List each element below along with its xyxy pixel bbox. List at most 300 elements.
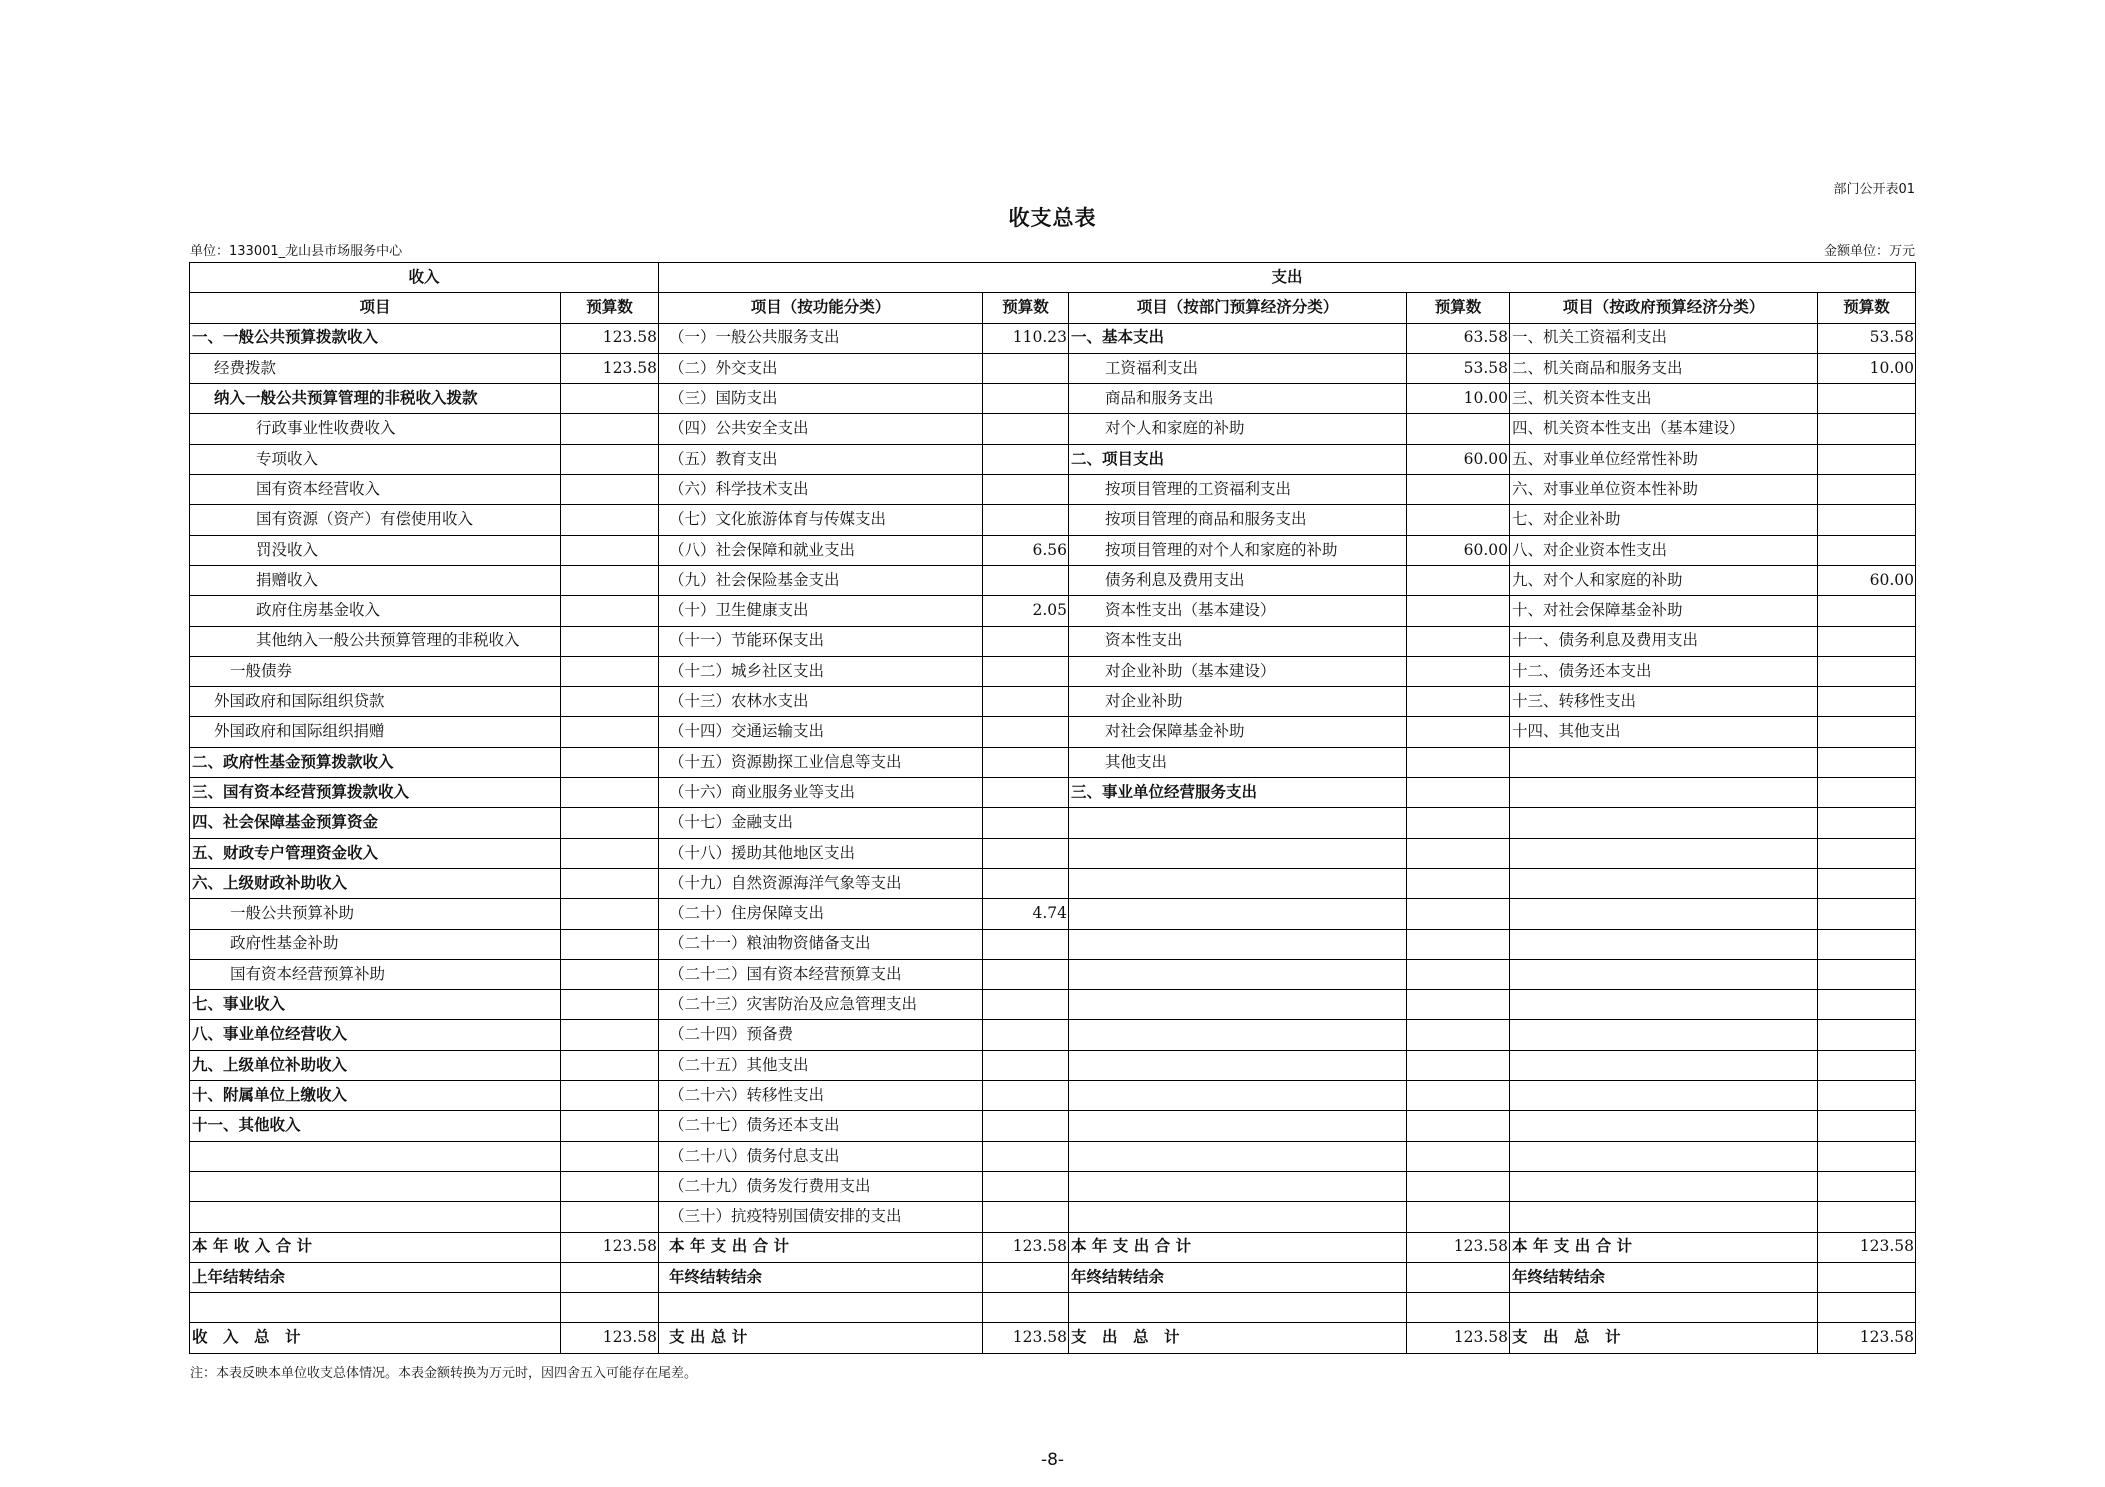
budget-amount-cell xyxy=(983,717,1069,747)
budget-amount-cell xyxy=(1407,565,1510,595)
budget-amount-cell xyxy=(561,1171,659,1201)
budget-amount-cell xyxy=(1818,384,1916,414)
budget-amount-cell xyxy=(1818,596,1916,626)
item-name-cell: （十四）交通运输支出 xyxy=(659,717,983,747)
budget-amount-cell xyxy=(1407,1020,1510,1050)
item-name-cell xyxy=(1069,959,1407,989)
item-name-cell: （十五）资源勘探工业信息等支出 xyxy=(659,747,983,777)
budget-amount-cell xyxy=(983,1081,1069,1111)
budget-amount-cell xyxy=(983,414,1069,444)
table-row xyxy=(190,596,1916,626)
item-name-cell: 本 年 收 入 合 计 xyxy=(190,1232,561,1262)
item-name-cell xyxy=(1069,1111,1407,1141)
item-name-cell: 经费拨款 xyxy=(190,353,561,383)
budget-amount-cell: 123.58 xyxy=(983,1323,1069,1353)
item-name-cell: （十六）商业服务业等支出 xyxy=(659,778,983,808)
item-name-cell: 五、财政专户管理资金收入 xyxy=(190,838,561,868)
budget-amount-cell xyxy=(561,687,659,717)
table-row xyxy=(190,1111,1916,1141)
item-name-cell xyxy=(1510,1111,1818,1141)
item-name-cell: 纳入一般公共预算管理的非税收入拨款 xyxy=(190,384,561,414)
budget-amount-cell xyxy=(561,505,659,535)
item-name-cell: 年终结转结余 xyxy=(1069,1262,1407,1292)
budget-amount-cell xyxy=(1407,747,1510,777)
table-row xyxy=(190,1050,1916,1080)
item-name-cell xyxy=(1510,990,1818,1020)
budget-amount-cell xyxy=(1407,1141,1510,1171)
budget-amount-cell xyxy=(1818,535,1916,565)
budget-amount-cell xyxy=(1818,808,1916,838)
budget-amount-cell xyxy=(1407,656,1510,686)
budget-amount-cell xyxy=(561,868,659,898)
item-name-cell xyxy=(659,1293,983,1323)
budget-amount-cell: 123.58 xyxy=(1407,1232,1510,1262)
item-name-cell xyxy=(1510,1050,1818,1080)
budget-amount-cell: 60.00 xyxy=(1407,444,1510,474)
budget-amount-cell xyxy=(1407,838,1510,868)
item-name-cell xyxy=(1510,838,1818,868)
item-name-cell: 捐赠收入 xyxy=(190,565,561,595)
footnote: 注：本表反映本单位收支总体情况。本表金额转换为万元时，因四舍五入可能存在尾差。 xyxy=(190,1366,698,1381)
item-name-cell xyxy=(1069,838,1407,868)
item-name-cell: （三十）抗疫特别国债安排的支出 xyxy=(659,1202,983,1232)
item-name-cell: （十九）自然资源海洋气象等支出 xyxy=(659,868,983,898)
item-name-cell: 外国政府和国际组织贷款 xyxy=(190,687,561,717)
budget-amount-cell xyxy=(561,1081,659,1111)
item-name-cell xyxy=(190,1293,561,1323)
item-name-cell: 按项目管理的对个人和家庭的补助 xyxy=(1069,535,1407,565)
budget-amount-cell xyxy=(983,1141,1069,1171)
item-name-cell: （二十六）转移性支出 xyxy=(659,1081,983,1111)
budget-amount-cell xyxy=(1407,1262,1510,1292)
budget-amount-cell xyxy=(561,656,659,686)
item-name-cell: 按项目管理的工资福利支出 xyxy=(1069,475,1407,505)
budget-amount-cell xyxy=(561,838,659,868)
budget-amount-cell xyxy=(983,475,1069,505)
item-name-cell: （二十七）债务还本支出 xyxy=(659,1111,983,1141)
table-row xyxy=(190,990,1916,1020)
item-name-cell: 对企业补助（基本建设） xyxy=(1069,656,1407,686)
item-name-cell: （三）国防支出 xyxy=(659,384,983,414)
unit-label: 单位：133001_龙山县市场服务中心 xyxy=(190,244,403,259)
item-name-cell xyxy=(1069,990,1407,1020)
budget-amount-cell xyxy=(1818,505,1916,535)
item-name-cell: 本 年 支 出 合 计 xyxy=(1069,1232,1407,1262)
budget-amount-cell xyxy=(561,414,659,444)
budget-amount-cell xyxy=(561,808,659,838)
budget-amount-cell xyxy=(1818,1081,1916,1111)
item-name-cell: 五、对事业单位经常性补助 xyxy=(1510,444,1818,474)
item-name-cell xyxy=(1069,1171,1407,1201)
budget-amount-cell xyxy=(1818,778,1916,808)
budget-amount-cell xyxy=(1818,747,1916,777)
item-name-cell xyxy=(1510,1141,1818,1171)
budget-amount-cell xyxy=(983,747,1069,777)
budget-amount-cell xyxy=(561,626,659,656)
budget-amount-cell xyxy=(1407,1111,1510,1141)
budget-amount-cell xyxy=(561,899,659,929)
budget-amount-cell xyxy=(983,838,1069,868)
item-name-cell: 对企业补助 xyxy=(1069,687,1407,717)
table-row xyxy=(190,1202,1916,1232)
item-name-cell: 其他纳入一般公共预算管理的非税收入 xyxy=(190,626,561,656)
item-name-cell: （八）社会保障和就业支出 xyxy=(659,535,983,565)
budget-amount-cell xyxy=(1818,717,1916,747)
item-name-cell: 政府性基金补助 xyxy=(190,929,561,959)
item-name-cell: （四）公共安全支出 xyxy=(659,414,983,444)
budget-amount-cell xyxy=(561,1141,659,1171)
budget-amount-cell xyxy=(1407,959,1510,989)
item-name-cell xyxy=(1069,1202,1407,1232)
table-row xyxy=(190,1232,1916,1262)
item-name-cell: 资本性支出（基本建设） xyxy=(1069,596,1407,626)
budget-amount-cell xyxy=(1818,1262,1916,1292)
item-name-cell: 年终结转结余 xyxy=(1510,1262,1818,1292)
item-name-cell: 三、国有资本经营预算拨款收入 xyxy=(190,778,561,808)
budget-amount-cell: 60.00 xyxy=(1407,535,1510,565)
item-name-cell xyxy=(1069,1081,1407,1111)
budget-summary-table xyxy=(189,262,1916,1354)
budget-amount-cell xyxy=(1818,990,1916,1020)
item-name-cell: 债务利息及费用支出 xyxy=(1069,565,1407,595)
item-name-cell: 资本性支出 xyxy=(1069,626,1407,656)
table-row xyxy=(190,687,1916,717)
budget-amount-cell: 123.58 xyxy=(1818,1232,1916,1262)
budget-amount-cell xyxy=(561,565,659,595)
item-name-cell xyxy=(1510,899,1818,929)
budget-amount-cell xyxy=(561,1020,659,1050)
item-name-cell: 十一、债务利息及费用支出 xyxy=(1510,626,1818,656)
budget-amount-cell xyxy=(561,778,659,808)
budget-amount-cell xyxy=(561,717,659,747)
budget-amount-cell xyxy=(1818,1293,1916,1323)
table-row xyxy=(190,899,1916,929)
item-name-cell: 七、事业收入 xyxy=(190,990,561,1020)
item-name-cell xyxy=(190,1141,561,1171)
item-name-cell: 一、基本支出 xyxy=(1069,323,1407,353)
table-row xyxy=(190,778,1916,808)
table-row xyxy=(190,1323,1916,1353)
budget-amount-cell xyxy=(1407,899,1510,929)
item-name-cell: （二十四）预备费 xyxy=(659,1020,983,1050)
column-header: 项目（按功能分类） xyxy=(659,293,983,323)
budget-amount-cell xyxy=(561,384,659,414)
item-name-cell: 一般公共预算补助 xyxy=(190,899,561,929)
budget-amount-cell xyxy=(1407,596,1510,626)
item-name-cell: （二十一）粮油物资储备支出 xyxy=(659,929,983,959)
budget-amount-cell xyxy=(1818,656,1916,686)
item-name-cell xyxy=(1069,1293,1407,1323)
budget-amount-cell xyxy=(983,990,1069,1020)
budget-amount-cell: 60.00 xyxy=(1818,565,1916,595)
table-row xyxy=(190,565,1916,595)
item-name-cell xyxy=(190,1202,561,1232)
item-name-cell: （二）外交支出 xyxy=(659,353,983,383)
budget-amount-cell: 53.58 xyxy=(1818,323,1916,353)
item-name-cell: 十、附属单位上缴收入 xyxy=(190,1081,561,1111)
item-name-cell: 国有资本经营收入 xyxy=(190,475,561,505)
item-name-cell: 一、机关工资福利支出 xyxy=(1510,323,1818,353)
budget-amount-cell xyxy=(1407,1081,1510,1111)
table-row xyxy=(190,626,1916,656)
item-name-cell: 八、对企业资本性支出 xyxy=(1510,535,1818,565)
budget-amount-cell xyxy=(983,505,1069,535)
item-name-cell xyxy=(1510,747,1818,777)
budget-amount-cell xyxy=(1407,990,1510,1020)
column-header: 预算数 xyxy=(561,293,659,323)
budget-amount-cell xyxy=(983,565,1069,595)
item-name-cell: 十三、转移性支出 xyxy=(1510,687,1818,717)
column-header: 项目（按政府预算经济分类） xyxy=(1510,293,1818,323)
budget-amount-cell xyxy=(561,596,659,626)
item-name-cell xyxy=(1069,868,1407,898)
form-number: 部门公开表01 xyxy=(1833,182,1915,197)
item-name-cell xyxy=(1510,1020,1818,1050)
budget-amount-cell xyxy=(561,1111,659,1141)
item-name-cell: 一般债券 xyxy=(190,656,561,686)
item-name-cell: 支 出 总 计 xyxy=(659,1323,983,1353)
budget-amount-cell xyxy=(983,1262,1069,1292)
item-name-cell: （七）文化旅游体育与传媒支出 xyxy=(659,505,983,535)
item-name-cell: 本 年 支 出 合 计 xyxy=(659,1232,983,1262)
item-name-cell xyxy=(1510,929,1818,959)
budget-amount-cell xyxy=(561,1293,659,1323)
column-header: 项目 xyxy=(190,293,561,323)
item-name-cell: 对社会保障基金补助 xyxy=(1069,717,1407,747)
item-name-cell: 按项目管理的商品和服务支出 xyxy=(1069,505,1407,535)
item-name-cell xyxy=(1510,868,1818,898)
budget-amount-cell: 4.74 xyxy=(983,899,1069,929)
item-name-cell: （二十九）债务发行费用支出 xyxy=(659,1171,983,1201)
table-row xyxy=(190,1293,1916,1323)
budget-amount-cell xyxy=(1407,475,1510,505)
item-name-cell: 二、机关商品和服务支出 xyxy=(1510,353,1818,383)
item-name-cell xyxy=(1069,808,1407,838)
item-name-cell: 年终结转结余 xyxy=(659,1262,983,1292)
budget-amount-cell: 10.00 xyxy=(1818,353,1916,383)
table-row xyxy=(190,1081,1916,1111)
item-name-cell: 十一、其他收入 xyxy=(190,1111,561,1141)
column-header: 预算数 xyxy=(983,293,1069,323)
item-name-cell: 九、对个人和家庭的补助 xyxy=(1510,565,1818,595)
item-name-cell: 商品和服务支出 xyxy=(1069,384,1407,414)
budget-amount-cell xyxy=(983,353,1069,383)
item-name-cell: 支 出 总 计 xyxy=(1510,1323,1818,1353)
budget-amount-cell xyxy=(1407,1171,1510,1201)
table-row xyxy=(190,868,1916,898)
item-name-cell: 上年结转结余 xyxy=(190,1262,561,1292)
table-column-header xyxy=(190,293,1916,323)
budget-amount-cell xyxy=(561,990,659,1020)
budget-amount-cell xyxy=(983,656,1069,686)
budget-amount-cell xyxy=(561,959,659,989)
item-name-cell: （十）卫生健康支出 xyxy=(659,596,983,626)
item-name-cell: 三、事业单位经营服务支出 xyxy=(1069,778,1407,808)
budget-amount-cell xyxy=(1818,1171,1916,1201)
budget-amount-cell: 10.00 xyxy=(1407,384,1510,414)
item-name-cell: 六、对事业单位资本性补助 xyxy=(1510,475,1818,505)
item-name-cell: 工资福利支出 xyxy=(1069,353,1407,383)
item-name-cell: 外国政府和国际组织捐赠 xyxy=(190,717,561,747)
budget-amount-cell xyxy=(1818,1202,1916,1232)
item-name-cell: （六）科学技术支出 xyxy=(659,475,983,505)
item-name-cell xyxy=(1510,959,1818,989)
item-name-cell: 四、机关资本性支出（基本建设） xyxy=(1510,414,1818,444)
table-row xyxy=(190,747,1916,777)
budget-amount-cell xyxy=(1818,1050,1916,1080)
item-name-cell: 十四、其他支出 xyxy=(1510,717,1818,747)
budget-amount-cell: 123.58 xyxy=(561,1323,659,1353)
budget-amount-cell xyxy=(561,1262,659,1292)
budget-amount-cell: 63.58 xyxy=(1407,323,1510,353)
budget-amount-cell xyxy=(561,535,659,565)
budget-amount-cell: 123.58 xyxy=(1407,1323,1510,1353)
item-name-cell: （十三）农林水支出 xyxy=(659,687,983,717)
item-name-cell xyxy=(1510,1293,1818,1323)
item-name-cell xyxy=(1069,1141,1407,1171)
table-row xyxy=(190,1171,1916,1201)
item-name-cell: 一、一般公共预算拨款收入 xyxy=(190,323,561,353)
item-name-cell: 九、上级单位补助收入 xyxy=(190,1050,561,1080)
item-name-cell: （十八）援助其他地区支出 xyxy=(659,838,983,868)
expense-group-header: 支出 xyxy=(659,263,1916,293)
item-name-cell xyxy=(1510,778,1818,808)
budget-amount-cell xyxy=(1818,1111,1916,1141)
budget-amount-cell: 6.56 xyxy=(983,535,1069,565)
table-row xyxy=(190,1262,1916,1292)
table-row xyxy=(190,353,1916,383)
budget-amount-cell xyxy=(983,1111,1069,1141)
budget-amount-cell xyxy=(983,687,1069,717)
item-name-cell: （十一）节能环保支出 xyxy=(659,626,983,656)
item-name-cell: 国有资源（资产）有偿使用收入 xyxy=(190,505,561,535)
item-name-cell: 罚没收入 xyxy=(190,535,561,565)
budget-amount-cell xyxy=(983,1171,1069,1201)
budget-amount-cell: 123.58 xyxy=(1818,1323,1916,1353)
budget-amount-cell xyxy=(983,1202,1069,1232)
budget-amount-cell xyxy=(1818,868,1916,898)
item-name-cell xyxy=(1510,1202,1818,1232)
budget-amount-cell xyxy=(1407,626,1510,656)
item-name-cell xyxy=(1069,1050,1407,1080)
item-name-cell: 政府住房基金收入 xyxy=(190,596,561,626)
item-name-cell: （十二）城乡社区支出 xyxy=(659,656,983,686)
budget-amount-cell xyxy=(983,929,1069,959)
item-name-cell: 十二、债务还本支出 xyxy=(1510,656,1818,686)
item-name-cell xyxy=(1510,808,1818,838)
item-name-cell: （二十五）其他支出 xyxy=(659,1050,983,1080)
budget-amount-cell xyxy=(1818,1141,1916,1171)
table-row xyxy=(190,475,1916,505)
item-name-cell xyxy=(1069,1020,1407,1050)
budget-amount-cell xyxy=(1407,687,1510,717)
item-name-cell: 对个人和家庭的补助 xyxy=(1069,414,1407,444)
budget-amount-cell xyxy=(983,1293,1069,1323)
column-header: 预算数 xyxy=(1407,293,1510,323)
table-row xyxy=(190,414,1916,444)
page-title: 收支总表 xyxy=(1008,206,1097,230)
budget-amount-cell xyxy=(1818,838,1916,868)
table-row xyxy=(190,323,1916,353)
table-row xyxy=(190,929,1916,959)
item-name-cell: （一）一般公共服务支出 xyxy=(659,323,983,353)
table-row xyxy=(190,656,1916,686)
budget-amount-cell xyxy=(1407,1050,1510,1080)
budget-amount-cell xyxy=(983,444,1069,474)
budget-amount-cell xyxy=(983,384,1069,414)
item-name-cell xyxy=(1069,929,1407,959)
budget-amount-cell xyxy=(1407,778,1510,808)
item-name-cell: （二十）住房保障支出 xyxy=(659,899,983,929)
budget-amount-cell xyxy=(1818,687,1916,717)
budget-amount-cell xyxy=(983,1050,1069,1080)
item-name-cell: 七、对企业补助 xyxy=(1510,505,1818,535)
item-name-cell: （二十八）债务付息支出 xyxy=(659,1141,983,1171)
budget-amount-cell xyxy=(983,959,1069,989)
table-row xyxy=(190,535,1916,565)
item-name-cell: 其他支出 xyxy=(1069,747,1407,777)
table-row xyxy=(190,1020,1916,1050)
budget-amount-cell: 123.58 xyxy=(561,323,659,353)
item-name-cell: 六、上级财政补助收入 xyxy=(190,868,561,898)
budget-amount-cell: 123.58 xyxy=(561,353,659,383)
item-name-cell: （十七）金融支出 xyxy=(659,808,983,838)
budget-amount-cell xyxy=(1407,717,1510,747)
table-row xyxy=(190,717,1916,747)
budget-amount-cell xyxy=(561,1202,659,1232)
budget-amount-cell xyxy=(561,929,659,959)
table-row xyxy=(190,838,1916,868)
table-row xyxy=(190,959,1916,989)
item-name-cell: 本 年 支 出 合 计 xyxy=(1510,1232,1818,1262)
budget-amount-cell xyxy=(1818,899,1916,929)
budget-amount-cell xyxy=(561,747,659,777)
budget-amount-cell xyxy=(983,808,1069,838)
budget-amount-cell: 123.58 xyxy=(983,1232,1069,1262)
item-name-cell: 支 出 总 计 xyxy=(1069,1323,1407,1353)
budget-amount-cell xyxy=(1818,414,1916,444)
budget-amount-cell xyxy=(983,778,1069,808)
budget-amount-cell xyxy=(1407,414,1510,444)
column-header: 预算数 xyxy=(1818,293,1916,323)
table-row xyxy=(190,444,1916,474)
budget-amount-cell xyxy=(1818,1020,1916,1050)
budget-amount-cell xyxy=(983,626,1069,656)
budget-amount-cell xyxy=(983,1020,1069,1050)
table-row xyxy=(190,384,1916,414)
item-name-cell: 行政事业性收费收入 xyxy=(190,414,561,444)
item-name-cell xyxy=(1510,1171,1818,1201)
item-name-cell: 收 入 总 计 xyxy=(190,1323,561,1353)
budget-amount-cell xyxy=(1407,1202,1510,1232)
budget-amount-cell xyxy=(561,444,659,474)
item-name-cell: 专项收入 xyxy=(190,444,561,474)
budget-amount-cell xyxy=(561,1050,659,1080)
item-name-cell: （九）社会保险基金支出 xyxy=(659,565,983,595)
table-row xyxy=(190,808,1916,838)
item-name-cell: 二、政府性基金预算拨款收入 xyxy=(190,747,561,777)
budget-amount-cell xyxy=(561,475,659,505)
item-name-cell: 二、项目支出 xyxy=(1069,444,1407,474)
item-name-cell: 三、机关资本性支出 xyxy=(1510,384,1818,414)
budget-amount-cell xyxy=(983,868,1069,898)
item-name-cell xyxy=(1069,899,1407,929)
budget-amount-cell xyxy=(1818,444,1916,474)
item-name-cell xyxy=(190,1171,561,1201)
budget-amount-cell xyxy=(1818,929,1916,959)
budget-amount-cell xyxy=(1407,808,1510,838)
budget-amount-cell: 53.58 xyxy=(1407,353,1510,383)
